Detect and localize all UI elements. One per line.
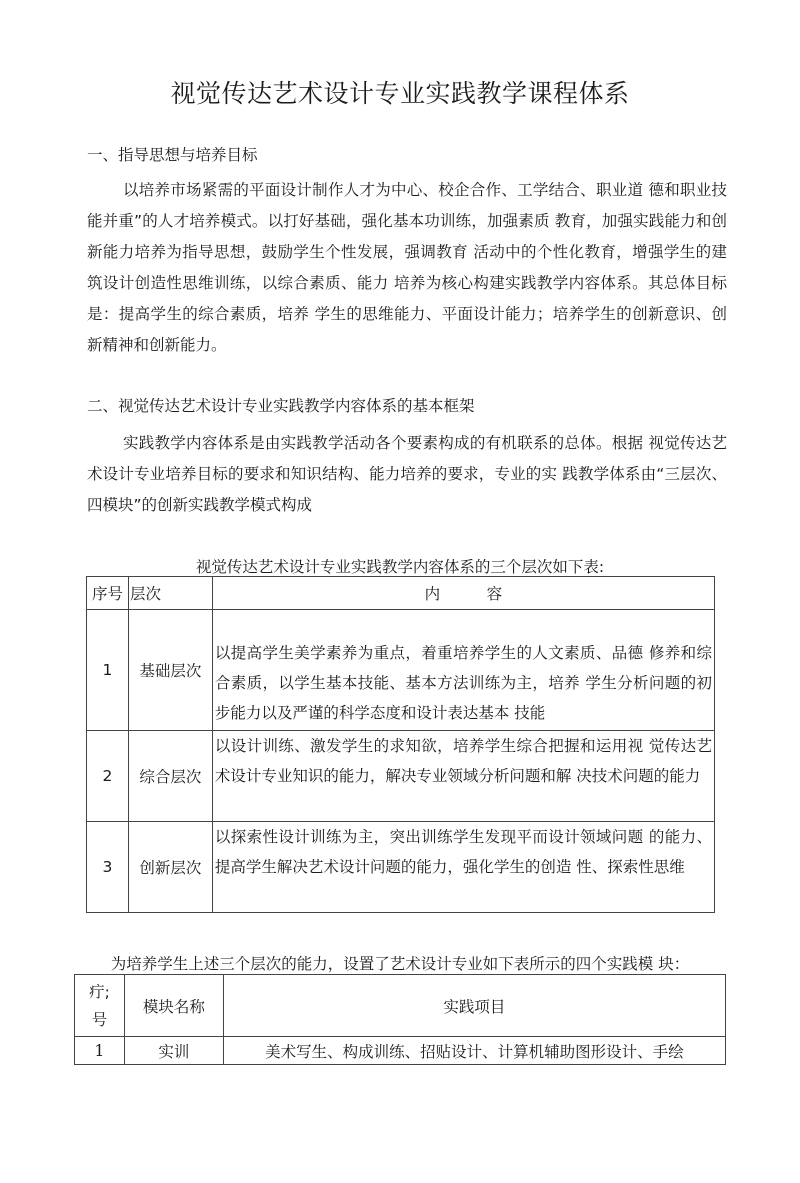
table1-caption: 视觉传达艺术设计专业实践教学内容体系的三个层次如下表:	[195, 558, 605, 576]
table-row	[75, 1037, 726, 1065]
header-practice-items: 实践项目	[223, 975, 725, 1037]
header-level: 层次	[128, 577, 212, 610]
row-content: 以提高学生美学素养为重点，着重培养学生的人文素质、品德 修养和综合素质，以学生基本技能、基本方法训练为主，培养 学生分析问题的初步能力以及严谨的科学态度和设计表达基本 技能	[212, 610, 714, 731]
row-practice-items: 美术写生、构成训练、招贴设计、计算机辅助图形设计、手绘	[223, 1037, 725, 1065]
header-number: 疔; 号	[75, 975, 125, 1037]
levels-table	[86, 576, 715, 913]
table-row	[87, 731, 715, 822]
section-heading-guiding-ideology: 一、指导思想与培养目标	[87, 146, 258, 164]
row-content: 以探索性设计训练为主，突出训练学生发现平而设计领域问题 的能力、提高学生解决艺术设计问题的能力，强化学生的创造 性、探索性思维	[212, 822, 714, 913]
row-number: 1	[87, 610, 129, 731]
row-level: 基础层次	[128, 610, 212, 731]
section-heading-framework: 二、视觉传达艺术设计专业实践教学内容体系的基本框架	[87, 397, 475, 415]
row-content: 以设计训练、激发学生的求知欲，培养学生综合把握和运用视 觉传达艺术设计专业知识的能力，解决专业领域分析问题和解 决技术问题的能力	[212, 731, 714, 822]
levels-table-header-row	[87, 577, 715, 610]
row-module-name: 实训	[124, 1037, 223, 1065]
modules-table	[74, 974, 726, 1065]
table-row	[87, 822, 715, 913]
header-number: 序号	[87, 577, 129, 610]
paragraph-framework: 实践教学内容体系是由实践教学活动各个要素构成的有机联系的总体。根据 视觉传达艺术设计专业培养目标的要求和知识结构、能力培养的要求，专业的实 践教学体系由“三层次、四模块”的创新实践教学模式构成	[87, 434, 727, 514]
header-module-name: 模块名称	[124, 975, 223, 1037]
row-level: 综合层次	[128, 731, 212, 822]
row-number: 2	[87, 731, 129, 822]
header-content: 内 容	[212, 577, 714, 610]
row-number: 3	[87, 822, 129, 913]
row-number: 1	[75, 1037, 125, 1065]
modules-table-header-row	[75, 975, 726, 1037]
row-level: 创新层次	[128, 822, 212, 913]
table-row	[87, 610, 715, 731]
table2-caption: 为培养学生上述三个层次的能力，设置了艺术设计专业如下表所示的四个实践模 块：	[110, 955, 690, 973]
document-title: 视觉传达艺术设计专业实践教学课程体系	[170, 79, 630, 108]
paragraph-guiding-ideology: 以培养市场紧需的平面设计制作人才为中心、校企合作、工学结合、职业道 德和职业技能并重”的人才培养模式。以打好基础，强化基本功训练，加强素质 教育，加强实践能力和创新能力培养为指导思想，鼓励学生个性发展，强调教育 活动中的个性化教育，增强学生的建筑设计创造性思维训练，以综合素质、能力 培养为核心构建实践教学内容体系。其总体目标是：提高学生的综合素质，培养 学生的思维能力、平面设计能力；培养学生的创新意识、创新精神和创新能力。	[87, 181, 727, 354]
